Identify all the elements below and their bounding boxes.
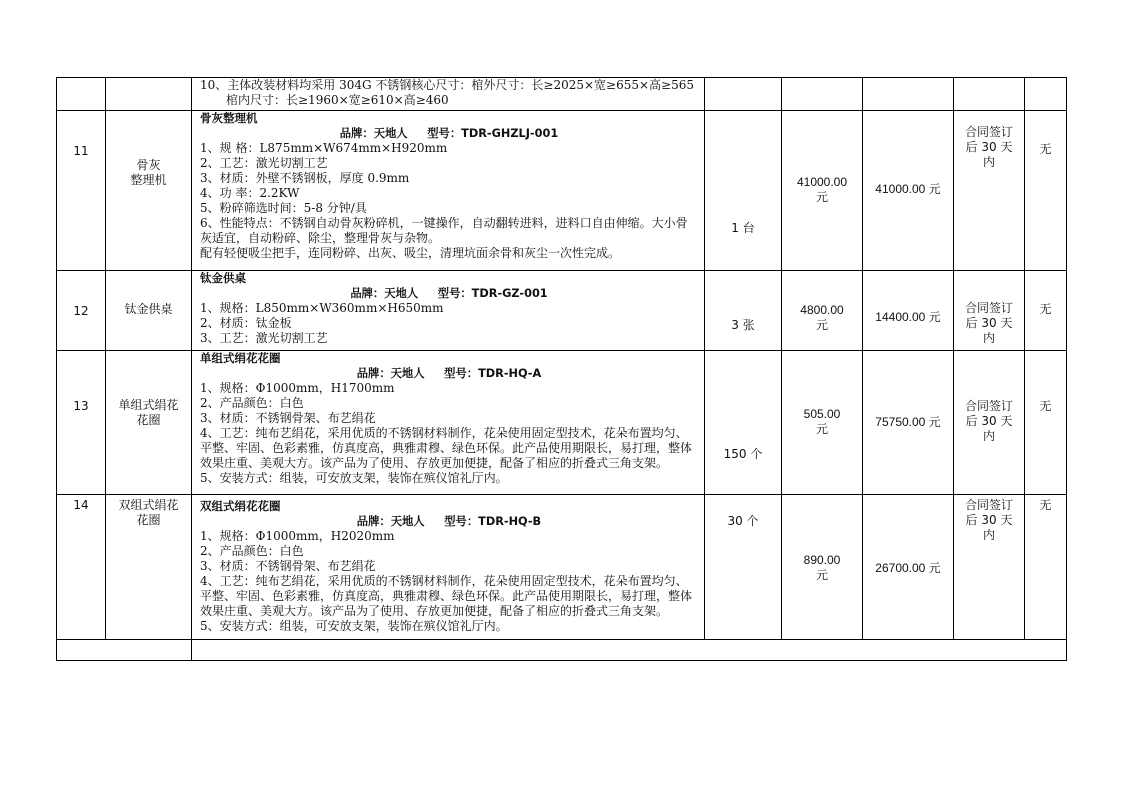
spec-cell (192, 78, 705, 111)
item-title: 单组式绢花花圈 (200, 351, 281, 365)
other-note: 无 (1025, 271, 1067, 351)
item-name-cell (106, 495, 192, 640)
empty-row (57, 640, 1067, 661)
spec-line: 3、工艺：激光切割工艺 (200, 331, 328, 345)
spec-cell (192, 495, 705, 640)
brand-model: 品牌：天地人 型号：TDR-GZ-001 (350, 287, 548, 300)
empty-cell (705, 78, 782, 111)
table-row (57, 351, 1067, 495)
item-name: 骨灰 整理机 (130, 158, 167, 187)
empty-cell (192, 640, 1067, 661)
table-row (57, 111, 1067, 271)
spec-line: 5、粉碎筛选时间：5-8 分钟/具 (200, 201, 367, 215)
unit-price: 890.00 元 (782, 495, 863, 640)
empty-cell (1025, 78, 1067, 111)
empty-cell (106, 78, 192, 111)
item-number: 11 (57, 111, 106, 271)
other-note: 无 (1025, 111, 1067, 271)
procurement-table (56, 77, 1067, 661)
spec-line: 5、安装方式：组装，可安放支架，装饰在殡仪馆礼厅内。 (200, 619, 508, 633)
other-note: 无 (1025, 351, 1067, 495)
unit-price: 505.00 元 (782, 351, 863, 495)
spec-line: 2、工艺：激光切割工艺 (200, 156, 328, 170)
item-name: 钛金供桌 (124, 302, 173, 316)
spec-line: 1、规格：Φ1000mm，H2020mm (200, 529, 395, 543)
spec-line: 1、规格：Φ1000mm，H1700mm (200, 381, 395, 395)
spec-line: 1、规格：L850mm×W360mm×H650mm (200, 301, 444, 315)
other-note: 无 (1025, 495, 1067, 640)
total-price: 26700.00 元 (863, 495, 954, 640)
spec-line: 1、规 格：L875mm×W674mm×H920mm (200, 141, 448, 155)
spec-line: 5、安装方式：组装，可安放支架，装饰在殡仪馆礼厅内。 (200, 471, 508, 485)
spec-line: 10、主体改装材料均采用 304G 不锈钢核心尺寸：棺外尺寸：长≥2025×宽≥655×高≥565 (200, 78, 695, 92)
item-name-cell (106, 351, 192, 495)
delivery-terms: 合同签订 后 30 天 内 (954, 495, 1025, 640)
spec-line: 6、性能特点：不锈钢自动骨灰粉碎机，一键操作，自动翻转进料，进料口自由伸缩。大小骨灰适宜，自动粉碎、除尘，整理骨灰与杂物。 (200, 216, 688, 245)
spec-cell (192, 111, 705, 271)
item-number: 12 (57, 271, 106, 351)
item-name: 单组式绢花 花圈 (118, 398, 179, 427)
spec-line: 4、工艺：纯布艺绢花，采用优质的不锈钢材料制作，花朵使用固定型技术，花朵布置均匀、平整、牢固、色彩素雅，仿真度高，典雅肃穆、绿色环保。此产品使用期限长，易打理，整体效果庄重、美观大方。该产品为了使用、存放更加便捷，配备了相应的折叠式三角支架。 (200, 574, 693, 618)
item-number: 14 (57, 495, 106, 640)
delivery-terms: 合同签订 后 30 天 内 (954, 271, 1025, 351)
total-price: 75750.00 元 (863, 351, 954, 495)
spec-cell (192, 351, 705, 495)
quantity: 150 个 (705, 351, 782, 495)
quantity: 1 台 (705, 111, 782, 271)
total-price: 14400.00 元 (863, 271, 954, 351)
spec-line: 棺内尺寸：长≥1960×宽≥610×高≥460 (226, 93, 449, 107)
item-name-cell (106, 271, 192, 351)
spec-line: 2、材质：钛金板 (200, 316, 292, 330)
item-title: 钛金供桌 (200, 271, 246, 285)
item-title: 双组式绢花花圈 (200, 499, 281, 513)
brand-model: 品牌：天地人 型号：TDR-HQ-B (356, 515, 542, 528)
brand-model: 品牌：天地人 型号：TDR-GHZLJ-001 (339, 127, 559, 140)
brand-model: 品牌：天地人 型号：TDR-HQ-A (356, 367, 542, 380)
empty-cell (954, 78, 1025, 111)
quantity: 30 个 (705, 495, 782, 640)
spec-line: 4、功 率：2.2KW (200, 186, 300, 200)
delivery-terms: 合同签订 后 30 天 内 (954, 351, 1025, 495)
spec-line: 2、产品颜色：白色 (200, 396, 304, 410)
spec-line: 配有轻便吸尘把手，连同粉碎、出灰、吸尘，清理坑面余骨和灰尘一次性完成。 (200, 246, 621, 260)
spec-line: 4、工艺：纯布艺绢花，采用优质的不锈钢材料制作，花朵使用固定型技术，花朵布置均匀、平整、牢固、色彩素雅，仿真度高，典雅肃穆、绿色环保。此产品使用期限长，易打理，整体效果庄重、美观大方。该产品为了使用、存放更加便捷，配备了相应的折叠式三角支架。 (200, 426, 693, 470)
unit-price: 4800.00 元 (782, 271, 863, 351)
item-title: 骨灰整理机 (200, 111, 258, 125)
table-row (57, 271, 1067, 351)
spec-line: 3、材质：不锈钢骨架、布艺绢花 (200, 559, 376, 573)
empty-cell (863, 78, 954, 111)
spec-line: 2、产品颜色：白色 (200, 544, 304, 558)
item-name-cell (106, 111, 192, 271)
spec-line: 3、材质：外壁不锈钢板，厚度 0.9mm (200, 171, 410, 185)
continuation-row (57, 78, 1067, 111)
item-name: 双组式绢花 花圈 (118, 498, 179, 527)
empty-cell (57, 78, 106, 111)
table-row (57, 495, 1067, 640)
quantity: 3 张 (705, 271, 782, 351)
unit-price: 41000.00 元 (782, 111, 863, 271)
spec-cell (192, 271, 705, 351)
total-price: 41000.00 元 (863, 111, 954, 271)
spec-line: 3、材质：不锈钢骨架、布艺绢花 (200, 411, 376, 425)
empty-cell (782, 78, 863, 111)
empty-cell (57, 640, 192, 661)
delivery-terms: 合同签订 后 30 天 内 (954, 111, 1025, 271)
item-number: 13 (57, 351, 106, 495)
